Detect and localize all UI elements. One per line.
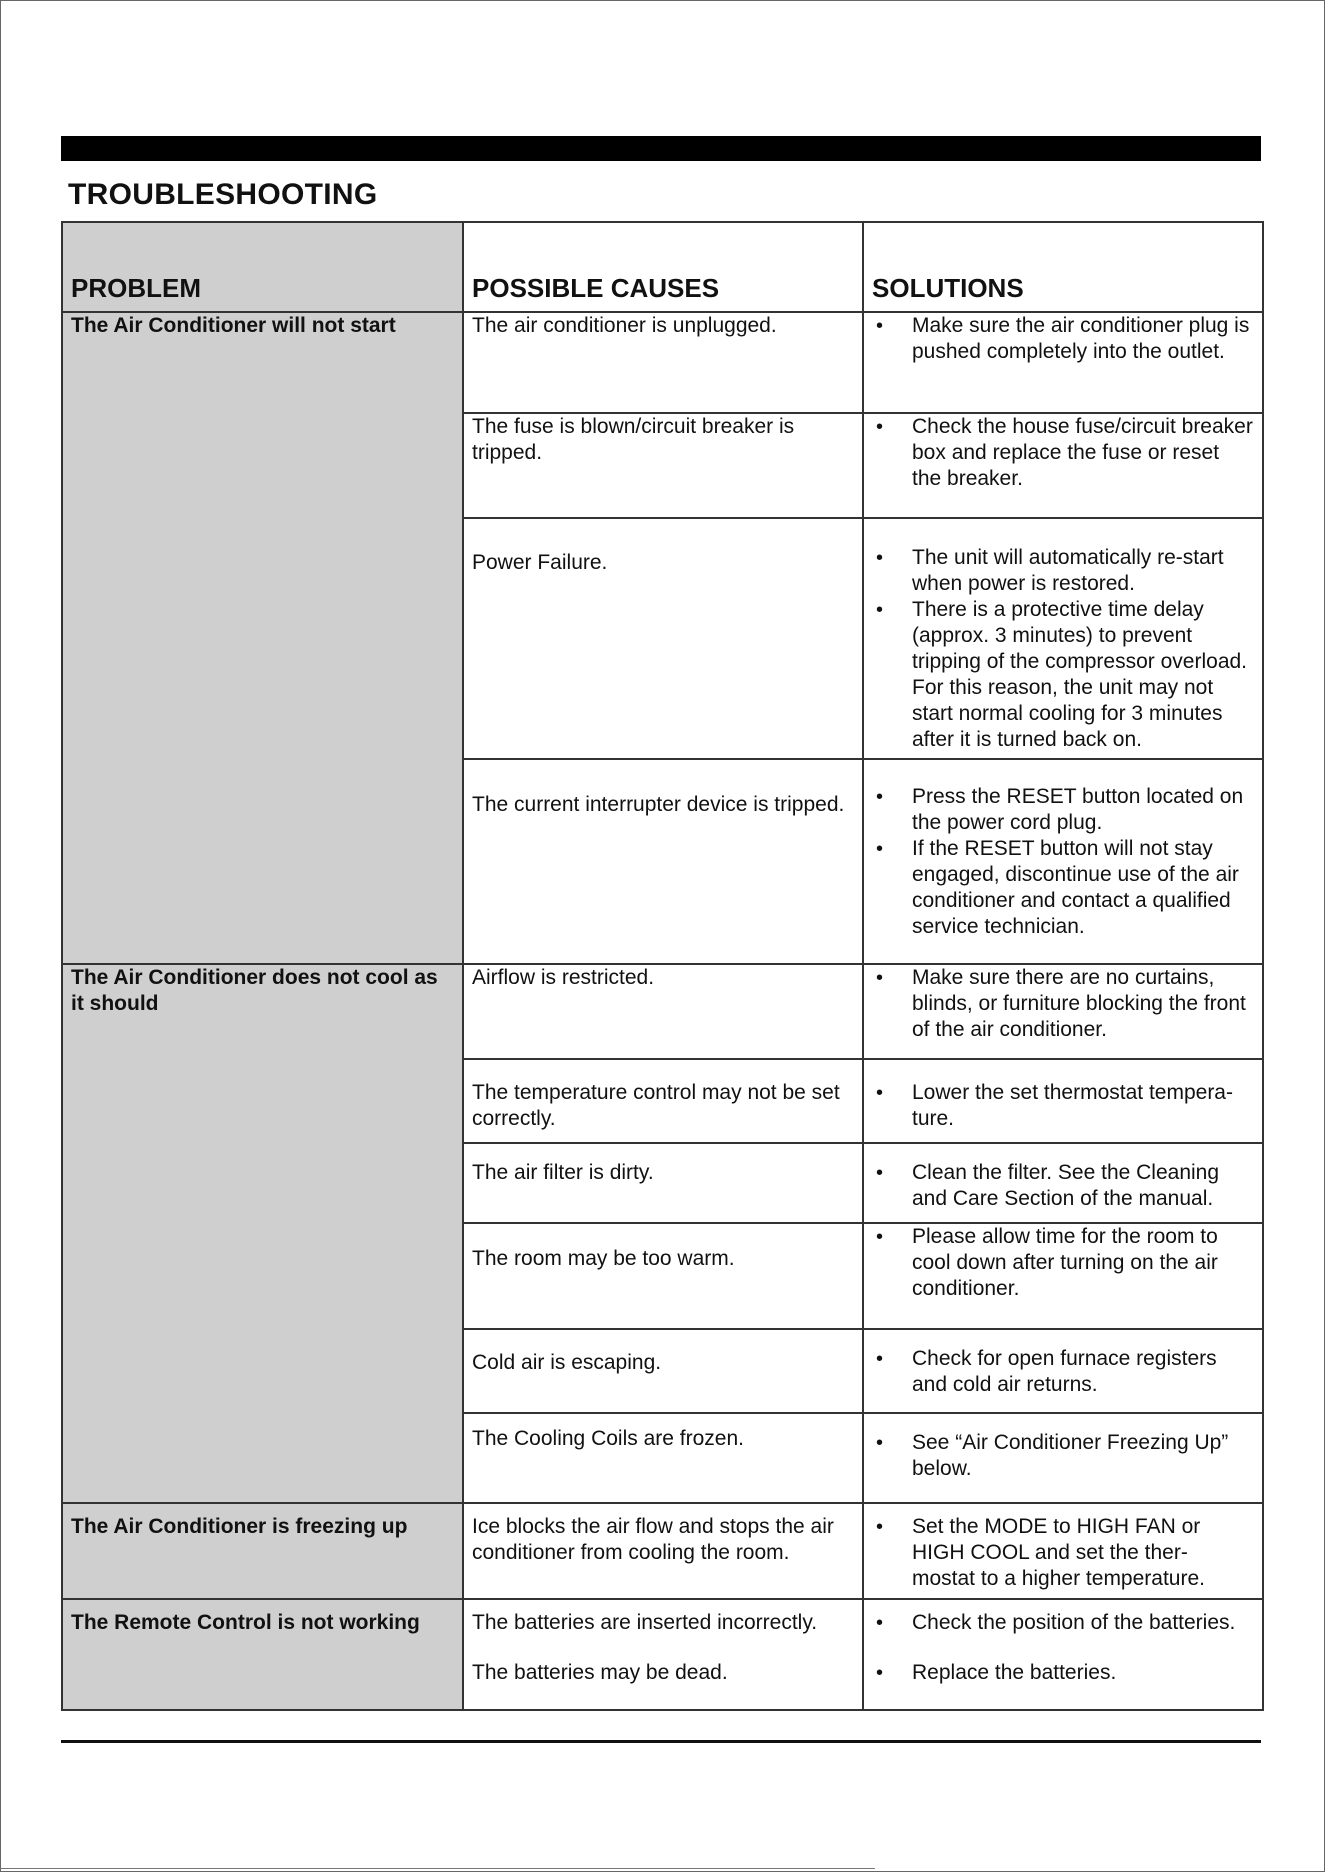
- solution-item: • If the RESET button will not stay engaged, discontinue use of the air conditioner and contact a qualified service technician.: [872, 836, 1254, 940]
- solution-cell: [863, 1329, 1263, 1413]
- column-header-causes: POSSIBLE CAUSES: [463, 222, 863, 312]
- problem-cell: The Air Conditioner does not cool as it should: [62, 964, 463, 1503]
- solution-item: • Make sure there are no curtains, blinds, or furniture blocking the front of the air conditioner.: [872, 965, 1254, 1043]
- bottom-rule: [61, 1740, 1261, 1743]
- cause-cell: Power Failure.: [463, 518, 863, 759]
- solution-cell: [863, 1599, 1263, 1710]
- table-row: [62, 964, 1263, 1059]
- solution-item: • See “Air Conditioner Freezing Up” below.: [872, 1430, 1254, 1482]
- problem-cell: The Air Conditioner is freezing up: [62, 1503, 463, 1599]
- solution-item: • Make sure the air conditioner plug is pushed completely into the outlet.: [872, 313, 1254, 365]
- solution-item: • Check for open furnace registers and cold air returns.: [872, 1346, 1254, 1398]
- solution-item: • The unit will automatically re-start when power is restored.: [872, 545, 1254, 597]
- solution-cell: [863, 518, 1263, 759]
- solution-cell: [863, 413, 1263, 518]
- solution-cell: [863, 964, 1263, 1059]
- troubleshooting-table: [61, 221, 1264, 1711]
- solution-item: • Check the position of the batteries.: [872, 1610, 1254, 1636]
- cause-text: The batteries may be dead.: [472, 1661, 728, 1684]
- cause-cell: The room may be too warm.: [463, 1223, 863, 1329]
- cause-cell: [463, 1599, 863, 1710]
- solution-cell: [863, 759, 1263, 964]
- cause-text: The batteries are inserted incorrectly.: [472, 1611, 818, 1634]
- cause-cell: The Cooling Coils are frozen.: [463, 1413, 863, 1503]
- column-header-solutions: SOLUTIONS: [863, 222, 1263, 312]
- solution-item: • Check the house fuse/circuit breaker box and replace the fuse or reset the breaker.: [872, 414, 1254, 492]
- solution-cell: [863, 1413, 1263, 1503]
- problem-cell: The Air Conditioner will not start: [62, 312, 463, 964]
- cause-cell: Cold air is escaping.: [463, 1329, 863, 1413]
- page-title: TROUBLESHOOTING: [68, 178, 378, 211]
- header-row: [62, 222, 1263, 312]
- solution-item: • Press the RESET button located on the power cord plug.: [872, 784, 1254, 836]
- problem-cell: The Remote Control is not working: [62, 1599, 463, 1710]
- cause-cell: The current interrupter device is tripped.: [463, 759, 863, 964]
- solution-item: • Lower the set thermostat tempera- ture.: [872, 1080, 1254, 1132]
- solution-item: • Replace the batteries.: [872, 1660, 1254, 1686]
- solution-item: • Please allow time for the room to cool down after turning on the air conditioner.: [872, 1224, 1254, 1302]
- solution-cell: [863, 1503, 1263, 1599]
- solution-cell: [863, 312, 1263, 413]
- table-row: [62, 1599, 1263, 1710]
- cause-cell: Airflow is restricted.: [463, 964, 863, 1059]
- table-row: [62, 1503, 1263, 1599]
- solution-cell: [863, 1223, 1263, 1329]
- solution-cell: [863, 1059, 1263, 1143]
- footer-rule: [0, 1868, 875, 1869]
- solution-item: • Set the MODE to HIGH FAN or HIGH COOL and set the ther- mostat to a higher temperature.: [872, 1514, 1254, 1592]
- table-row: [62, 312, 1263, 413]
- solution-cell: [863, 1143, 1263, 1223]
- header-bar: [61, 136, 1261, 161]
- cause-cell: The fuse is blown/circuit breaker is tripped.: [463, 413, 863, 518]
- column-header-problem: PROBLEM: [62, 222, 463, 312]
- cause-cell: The air filter is dirty.: [463, 1143, 863, 1223]
- solution-item: • There is a protective time delay (approx. 3 minutes) to prevent tripping of the compressor overload. For this reason, the unit may not start normal cooling for 3 minutes after it is turned back on.: [872, 597, 1254, 753]
- cause-cell: The air conditioner is unplugged.: [463, 312, 863, 413]
- cause-cell: The temperature control may not be set correctly.: [463, 1059, 863, 1143]
- cause-cell: Ice blocks the air flow and stops the air conditioner from cooling the room.: [463, 1503, 863, 1599]
- solution-item: • Clean the filter. See the Cleaning and Care Section of the manual.: [872, 1160, 1254, 1212]
